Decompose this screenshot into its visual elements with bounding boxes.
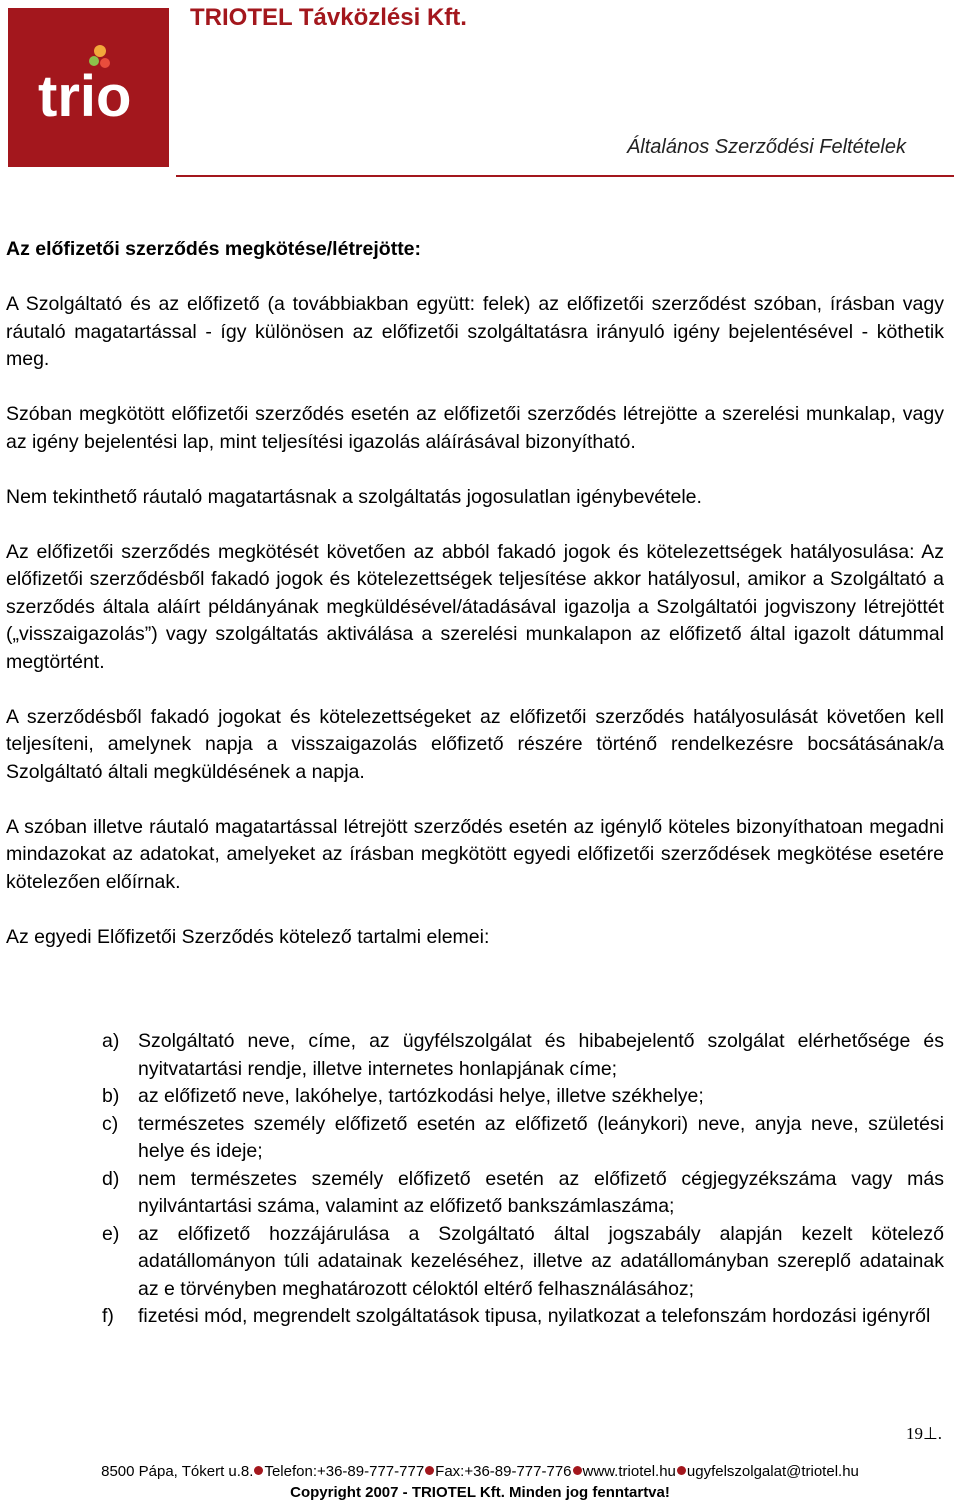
list-intro: Az egyedi Előfizetői Szerződés kötelező tartalmi elemei: [6,925,490,948]
list-item [102,1303,944,1331]
footer-phone: Telefon:+36-89-777-777 [264,1463,425,1480]
document-body [6,236,944,979]
list-item-text: Szolgáltató neve, címe, az ügyfélszolgálat és hibabejelentő szolgálat elérhetősége és nyitvatartási rendje, illetve internetes honlapjának címe; [138,1030,944,1080]
list-item-text: fizetési mód, megrendelt szolgáltatások tipusa, nyilatkozat a telefonszám hordozási igényről [138,1305,931,1327]
list-marker: e) [102,1222,120,1245]
section-heading: Az előfizetői szerződés megkötése/létrejötte: [6,238,422,260]
header-divider [176,175,954,177]
bullet-icon [573,1466,582,1475]
list-marker: f) [102,1305,114,1327]
trio-logo [8,8,169,167]
bullet-icon [677,1466,686,1475]
list-marker: a) [102,1030,120,1052]
list-item-text: az előfizető neve, lakóhelye, tartózkodási helye, illetve székhelye; [138,1085,704,1107]
list-item [102,1083,944,1111]
svg-text:trio: trio [38,64,132,129]
required-elements-list [102,1028,944,1331]
paragraph: A Szolgáltató és az előfizető (a továbbiakban együtt: felek) az előfizetői szerződést szóban, írásban vagy ráutaló magatartással - így különösen az előfizetői szolgáltatásra irányuló igény bejelentésével - köthetik meg. [6,293,944,370]
paragraph: A szóban illetve ráutaló magatartással létrejött szerződés esetén az igénylő köteles bizonyíthatoan megadni mindazokat az adatokat, amelyeket az írásban megkötött egyedi előfizetői szerződések megkötése esetére kötelezően előírnak. [6,815,944,893]
footer-email-link[interactable]: ugyfelszolgalat@triotel.hu [686,1463,859,1480]
footer-copyright: Copyright 2007 - TRIOTEL Kft. Minden jog fenntartva! [290,1484,670,1501]
footer-address: 8500 Pápa, Tókert u.8. [101,1463,254,1480]
bullet-icon [425,1466,434,1475]
paragraph: Az előfizetői szerződés megkötését követően az abból fakadó jogok és kötelezettségek hatályosulása: Az előfizetői szerződésből fakadó jogok és kötelezettségek teljesítése akkor hatályosul, amikor a Szolgáltató a szerződés általa aláírt példányának megküldésével/átadásával igazolja a Szolgáltatói jogviszony létrejöttét („visszaigazolás”) vagy szolgáltatás aktiválása a szerelési munkalapon az előfizető által igazolt dátummal megtörtént. [6,540,944,673]
list-item [102,1111,944,1166]
list-marker: d) [102,1167,120,1190]
paragraph: A szerződésből fakadó jogokat és kötelezettségeket az előfizetői szerződés hatályosulását követően kell teljesíteni, amelynek napja a visszaigazolás előfizető részére történő rendelkezésre bocsátásának/a Szolgáltató általi megküldésének a napja. [6,705,944,783]
company-name: TRIOTEL Távközlési Kft. [190,4,467,31]
paragraph: Szóban megkötött előfizetői szerződés esetén az előfizetői szerződés létrejötte a szerelési munkalap, vagy az igény bejelentési lap, mint teljesítési igazolás aláírásával bizonyítható. [6,403,944,453]
list-item [102,1028,944,1083]
list-marker: c) [102,1112,119,1135]
list-item [102,1166,944,1221]
paragraph: Nem tekinthető ráutaló magatartásnak a szolgáltatás jogosulatlan igénybevétele. [6,485,702,508]
list-item [102,1221,944,1304]
list-item-text: természetes személy előfizető esetén az előfizető (leánykori) neve, anyja neve, születési helye és ideje; [138,1112,944,1162]
trio-logo-mark [8,8,169,167]
document-title: Általános Szerződési Feltételek [626,136,906,158]
list-item-text: az előfizető hozzájárulása a Szolgáltató által jogszabály alapján kezelt kötelező adatállományon túli adatainak kezeléséhez, illetve az adatállományban szereplő adatainak az e törvényben meghatározott céloktól eltérő felhasználásához; [138,1222,944,1300]
bullet-icon [254,1466,263,1475]
footer-contacts [0,1463,960,1480]
list-marker: b) [102,1085,120,1107]
footer-website-link[interactable]: www.triotel.hu [582,1463,676,1480]
list-item-text: nem természetes személy előfizető esetén az előfizető cégjegyzékszáma vagy más nyilvántartási száma, valamint az előfizető bankszámlaszáma; [138,1167,944,1217]
footer-fax: Fax:+36-89-777-776 [435,1463,572,1480]
page-number: 19⊥. [905,1424,942,1443]
